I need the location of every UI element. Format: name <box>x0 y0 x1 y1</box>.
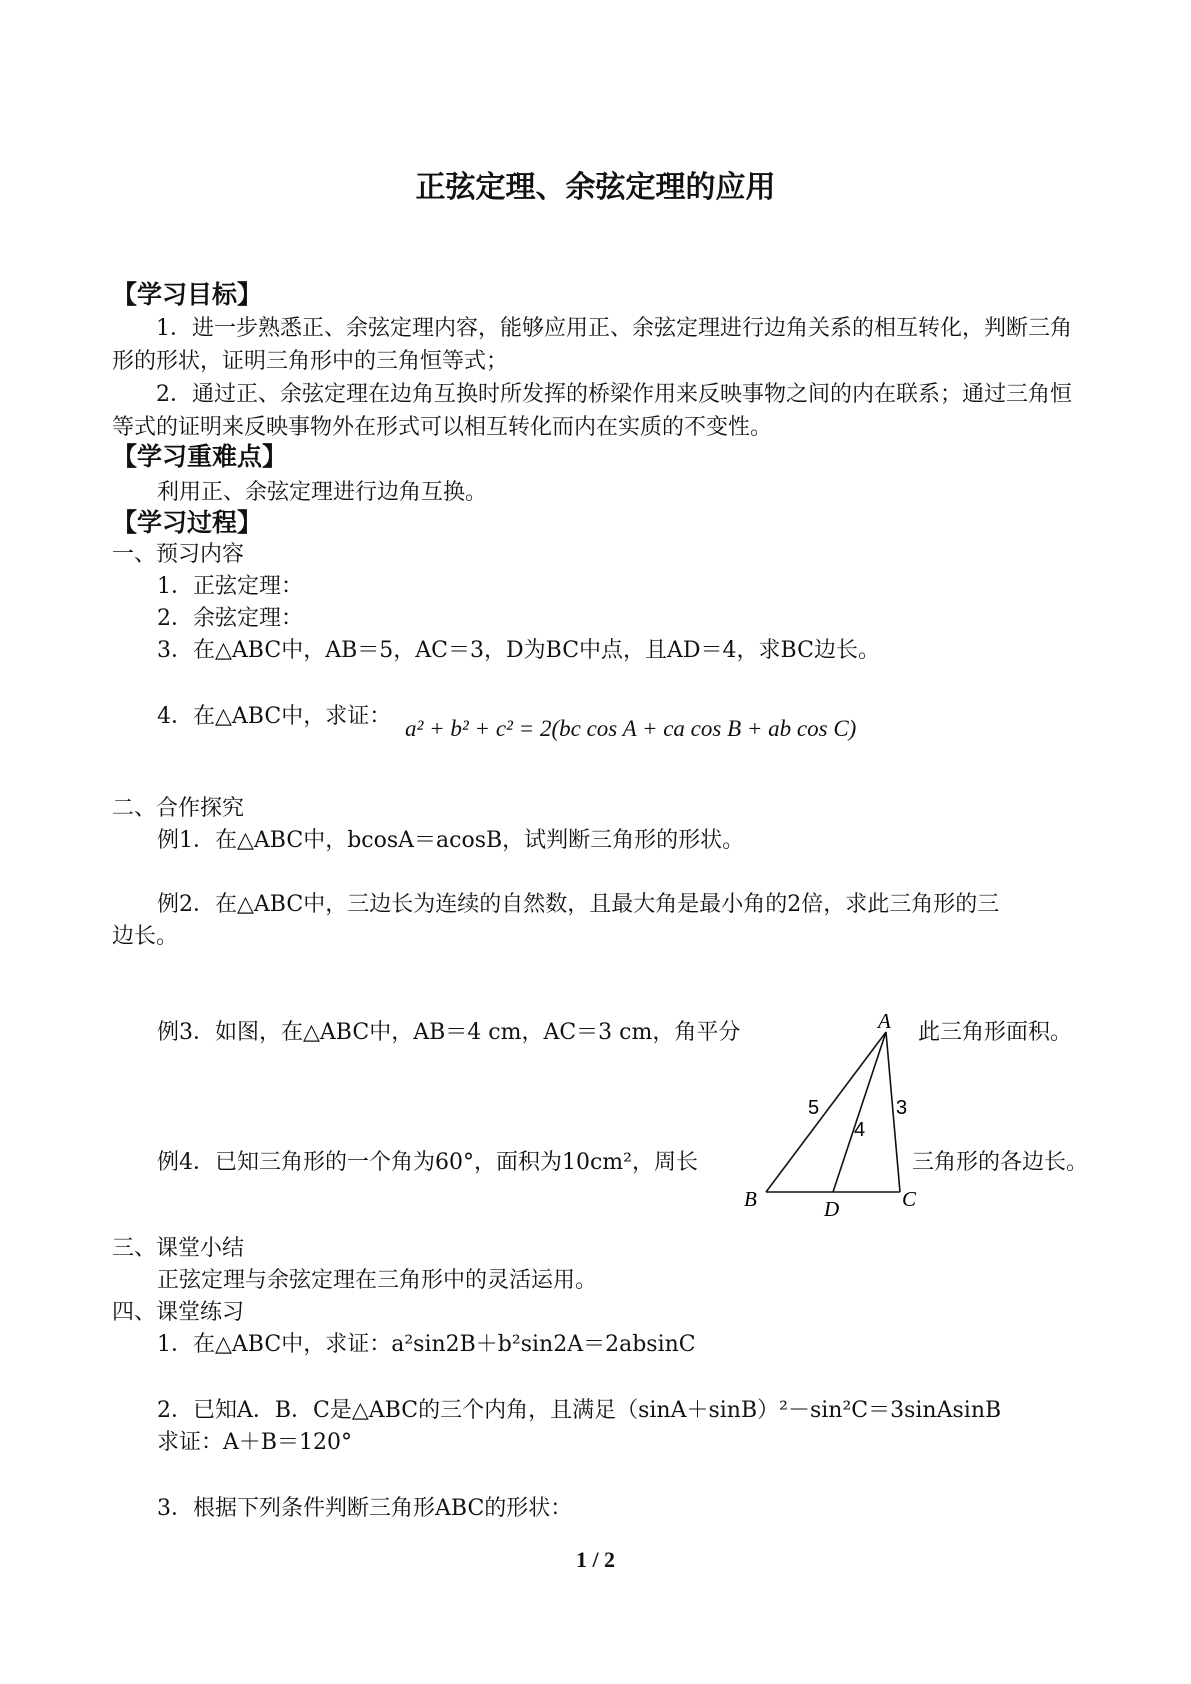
vertex-c-label: C <box>902 1187 917 1211</box>
page-title: 正弦定理、余弦定理的应用 <box>415 170 776 205</box>
practice-3: 3．根据下列条件判断三角形ABC的形状： <box>157 1496 573 1521</box>
page-number: 1 / 2 <box>575 1547 616 1572</box>
example-2-line-1: 例2．在△ABC中，三边长为连续的自然数，且最大角是最小角的2倍，求此三角形的三 <box>157 892 1000 917</box>
example-4-right: 三角形的各边长。 <box>912 1150 1089 1175</box>
median-ad <box>833 1032 886 1192</box>
preview-item-1: 1．正弦定理： <box>157 574 303 599</box>
preview-item-4-formula: a² + b² + c² = 2(bc cos A + ca cos B + ab cos C) <box>405 716 857 741</box>
example-1: 例1．在△ABC中，bcosA＝acosB，试判断三角形的形状。 <box>157 828 745 853</box>
summary-text: 正弦定理与余弦定理在三角形中的灵活运用。 <box>157 1268 598 1293</box>
key-heading: 【学习重难点】 <box>112 442 288 471</box>
part1-heading: 一、预习内容 <box>112 542 245 567</box>
practice-1: 1．在△ABC中，求证：a²sin2B＋b²sin2A＝2absinC <box>157 1332 696 1357</box>
goals-heading: 【学习目标】 <box>112 280 263 309</box>
practice-2-line-1: 2．已知A．B．C是△ABC的三个内角，且满足（sinA＋sinB）²－sin²C＝3sinAsinB <box>157 1398 1002 1423</box>
example-3-right: 此三角形面积。 <box>918 1020 1073 1045</box>
side-ad-length: 4 <box>854 1119 866 1141</box>
part2-heading: 二、合作探究 <box>112 796 245 821</box>
part4-heading: 四、课堂练习 <box>112 1300 245 1325</box>
preview-item-3: 3．在△ABC中，AB＝5，AC＝3，D为BC中点，且AD＝4，求BC边长。 <box>157 638 880 663</box>
preview-item-4-label: 4．在△ABC中，求证： <box>157 704 392 729</box>
vertex-b-label: B <box>744 1187 757 1211</box>
side-ac-length: 3 <box>896 1097 908 1119</box>
example-3-left: 例3．如图，在△ABC中，AB＝4 cm，AC＝3 cm，角平分 <box>157 1020 741 1045</box>
process-heading: 【学习过程】 <box>112 508 263 537</box>
triangle-figure <box>740 1010 940 1220</box>
key-text: 利用正、余弦定理进行边角互换。 <box>157 480 488 505</box>
example-2-line-2: 边长。 <box>112 924 179 949</box>
side-ab-length: 5 <box>808 1097 820 1119</box>
vertex-d-label: D <box>824 1197 840 1220</box>
part3-heading: 三、课堂小结 <box>112 1236 245 1261</box>
example-4-left: 例4．已知三角形的一个角为60°，面积为10cm²，周长 <box>157 1150 698 1175</box>
preview-item-2: 2．余弦定理： <box>157 606 303 631</box>
practice-2-line-2: 求证：A＋B＝120° <box>157 1430 353 1455</box>
goal-2: 2．通过正、余弦定理在边角互换时所发挥的桥梁作用来反映事物之间的内在联系；通过三角恒等式的证明来反映事物外在形式可以相互转化而内在实质的不变性。 <box>112 382 1073 440</box>
vertex-a-label: A <box>878 1010 891 1033</box>
goal-1: 1．进一步熟悉正、余弦定理内容，能够应用正、余弦定理进行边角关系的相互转化，判断三角形的形状，证明三角形中的三角恒等式； <box>112 316 1073 374</box>
side-ab <box>766 1032 886 1192</box>
